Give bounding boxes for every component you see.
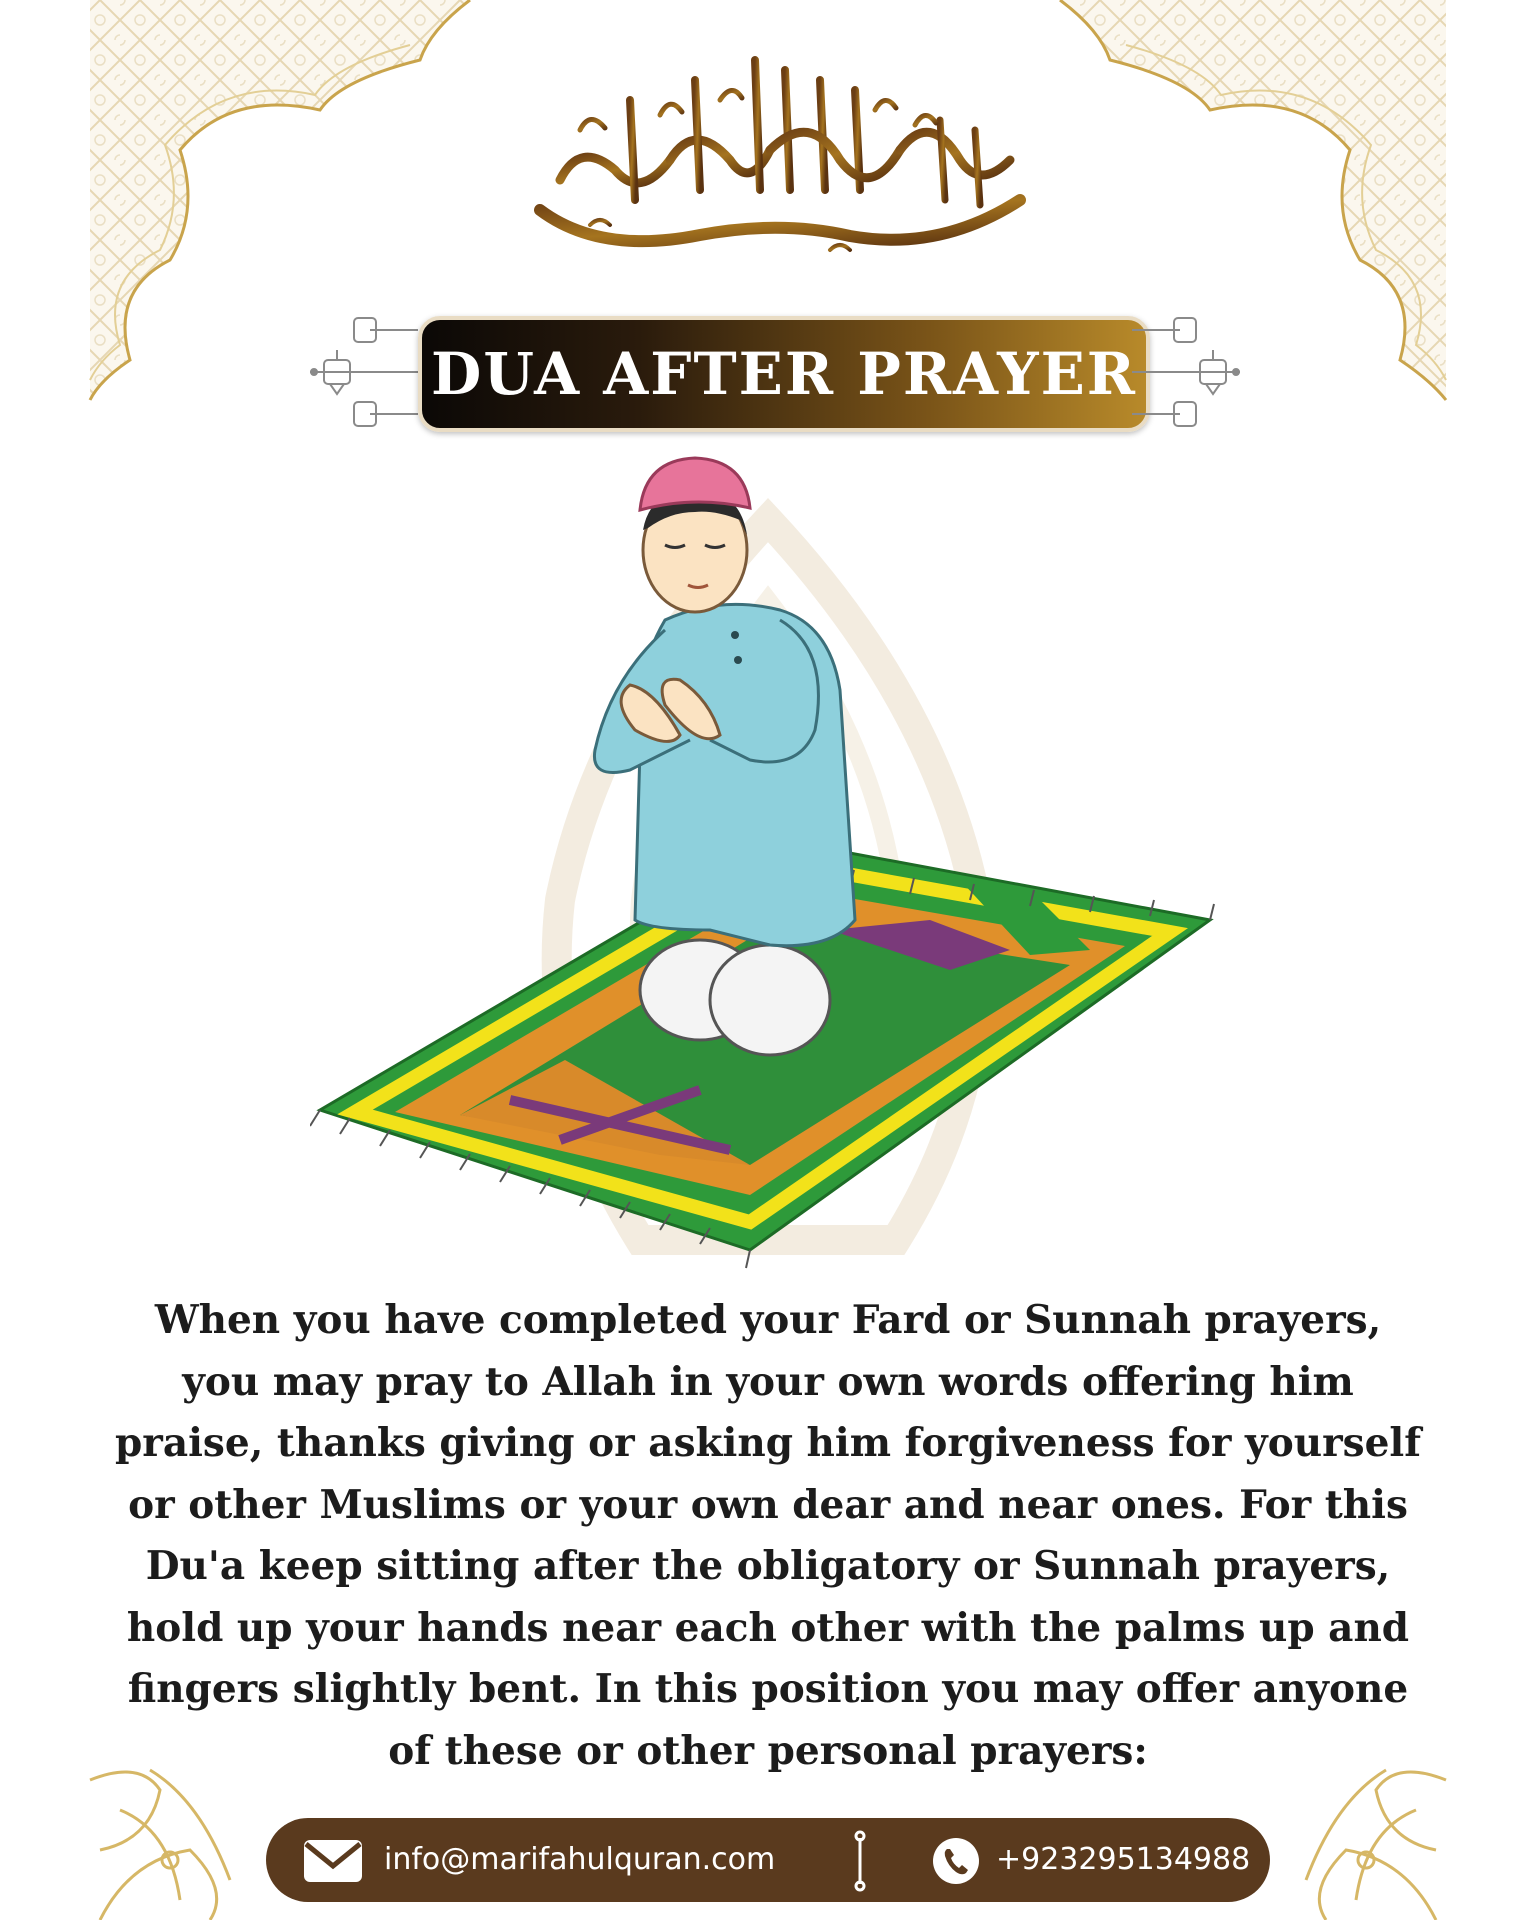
dua-description-paragraph: When you have completed your Fard or Sunnah prayers, you may pray to Allah in your own words offering him praise, thanks giving or asking him forgiveness for yourself or other Muslims or your own dear and near ones. For this Du'a keep sitting after the obligatory or Sunnah prayers, hold up your hands near each other with the palms up and fingers slightly bent. In this position you may offer anyone of these or other personal prayers: bbox=[115, 1297, 1421, 1774]
mail-icon bbox=[302, 1838, 364, 1884]
phone-icon bbox=[931, 1836, 981, 1886]
floral-bottom-right bbox=[1306, 1770, 1446, 1920]
praying-boy-illustration bbox=[310, 450, 1230, 1270]
separator-icon bbox=[847, 1830, 873, 1892]
title-banner bbox=[310, 310, 1240, 434]
title-pill bbox=[418, 316, 1150, 432]
floral-bottom-left bbox=[90, 1770, 230, 1920]
page-title: DUA AFTER PRAYER bbox=[431, 340, 1137, 408]
lantern-decoration-right bbox=[1130, 310, 1240, 434]
lantern-decoration-left bbox=[310, 310, 420, 434]
phone-link[interactable]: +923295134988 bbox=[996, 1842, 1251, 1877]
bismillah-calligraphy bbox=[520, 40, 1040, 270]
contact-bar bbox=[266, 1818, 1270, 1902]
email-link[interactable]: info@marifahulquran.com bbox=[384, 1842, 776, 1877]
